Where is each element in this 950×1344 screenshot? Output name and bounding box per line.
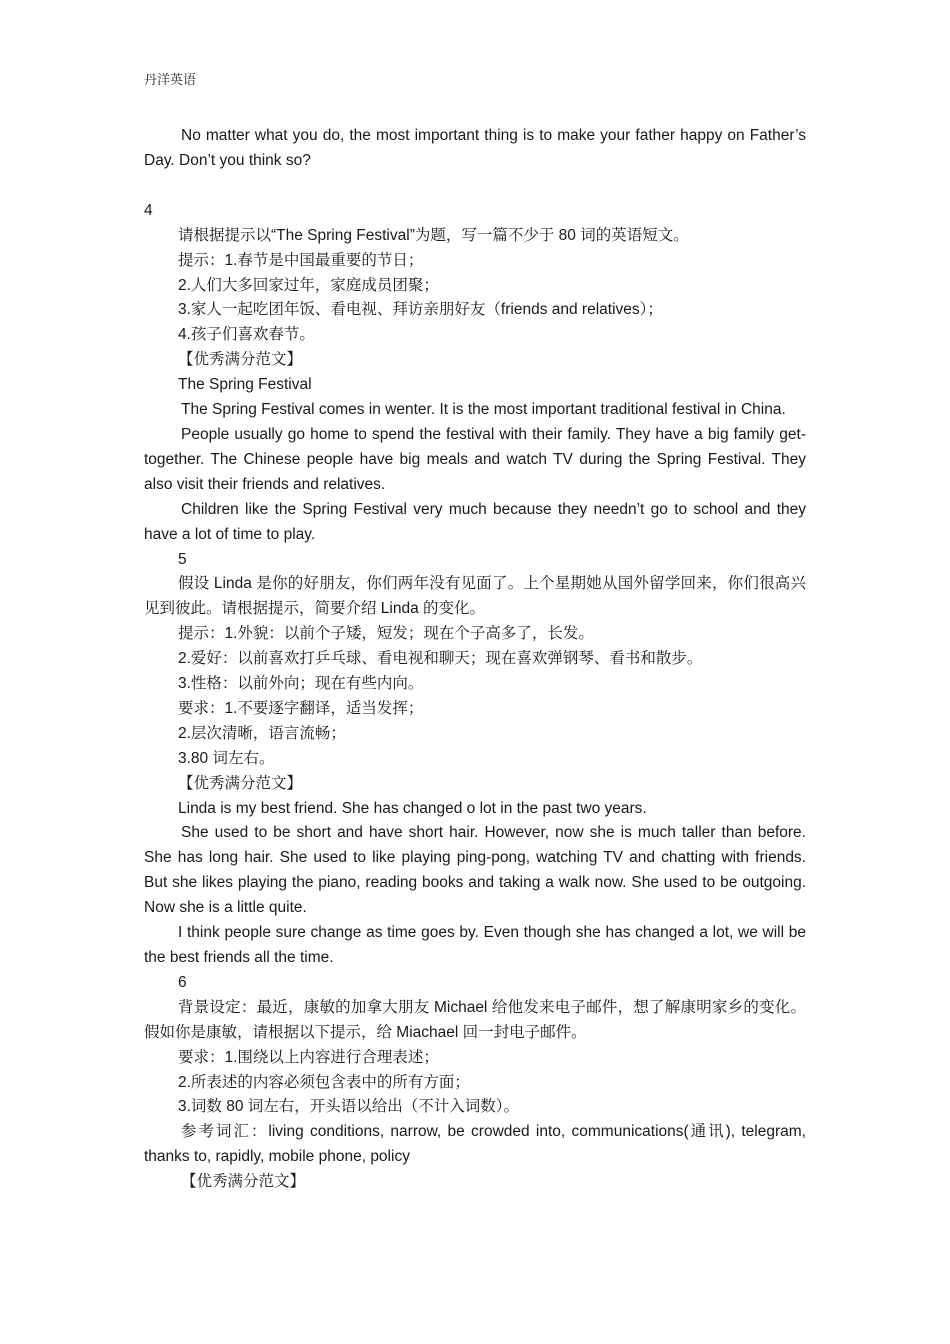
hint-line: 2.爱好：以前喜欢打乒乓球、看电视和聊天；现在喜欢弹钢琴、看书和散步。 xyxy=(178,650,703,668)
task-instruction: 背景设定：最近，康敏的加拿大朋友 Michael 给他发来电子邮件，想了解康明家乡的变化。假如你是康敏，请根据以下提示，给 Miachael 回一封电子邮件。 xyxy=(144,998,806,1041)
paragraph: I think people sure change as time goes by. Even though she has changed a lot, we will be the best friends all the time. xyxy=(144,924,806,966)
requirement-line: 2.所表述的内容必须包含表中的所有方面； xyxy=(178,1073,470,1091)
requirement-line: 要求：1.不要逐字翻译，适当发挥； xyxy=(178,699,424,717)
document-body xyxy=(144,124,806,1195)
paragraph: People usually go home to spend the festival with their family. They have a big family get-together. The Chinese people have big meals and watch TV during the Spring Festival. They also visit their friends and relatives. xyxy=(144,425,806,493)
essay-title: The Spring Festival xyxy=(178,376,312,394)
section-number: 5 xyxy=(178,550,187,568)
task-instruction: 请根据提示以“The Spring Festival”为题，写一篇不少于 80 词的英语短文。 xyxy=(178,226,689,244)
paragraph: No matter what you do, the most important thing is to make your father happy on Father’s Day. Don’t you think so? xyxy=(144,127,806,169)
paragraph: Children like the Spring Festival very much because they needn’t go to school and they have a lot of time to play. xyxy=(144,500,806,543)
hint-line: 3.家人一起吃团年饭、看电视、拜访亲朋好友（friends and relatives）； xyxy=(178,301,663,319)
hint-line: 3.性格：以前外向；现在有些内向。 xyxy=(178,675,424,693)
sample-heading: 【优秀满分范文】 xyxy=(181,1173,306,1191)
requirement-line: 2.层次清晰，语言流畅； xyxy=(178,724,346,742)
page-header: 丹洋英语 xyxy=(144,73,197,88)
sample-heading: 【优秀满分范文】 xyxy=(178,774,303,792)
paragraph: The Spring Festival comes in wenter. It is the most important traditional festival in China. xyxy=(181,401,786,419)
requirement-line: 要求：1.围绕以上内容进行合理表述； xyxy=(178,1048,439,1066)
vocabulary-line: 参考词汇：living conditions, narrow, be crowded into, communications(通讯), telegram, thanks to, rapidly, mobile phone, policy xyxy=(144,1123,806,1166)
hint-line: 4.孩子们喜欢春节。 xyxy=(178,326,315,344)
blank-line xyxy=(144,174,806,199)
hint-line: 提示：1.外貌：以前个子矮，短发；现在个子高多了，长发。 xyxy=(178,625,594,643)
section-number: 4 xyxy=(144,201,153,219)
paragraph: Linda is my best friend. She has changed o lot in the past two years. xyxy=(178,799,647,817)
requirement-line: 3.词数 80 词左右，开头语以给出（不计入词数）。 xyxy=(178,1098,520,1116)
section-number: 6 xyxy=(178,973,187,991)
sample-heading: 【优秀满分范文】 xyxy=(178,351,303,369)
requirement-line: 3.80 词左右。 xyxy=(178,749,275,767)
hint-line: 2.人们大多回家过年，家庭成员团聚； xyxy=(178,276,439,294)
hint-line: 提示：1.春节是中国最重要的节日； xyxy=(178,251,424,269)
task-instruction: 假设 Linda 是你的好朋友，你们两年没有见面了。上个星期她从国外留学回来，你们很高兴见到彼此。请根据提示，简要介绍 Linda 的变化。 xyxy=(144,575,806,618)
paragraph: She used to be short and have short hair. However, now she is much taller than before. She has long hair. She used to like playing ping-pong, watching TV and chatting with friends. But she likes playing the piano, reading books and taking a walk now. She used to be outgoing. Now she is a little quite. xyxy=(144,824,806,917)
